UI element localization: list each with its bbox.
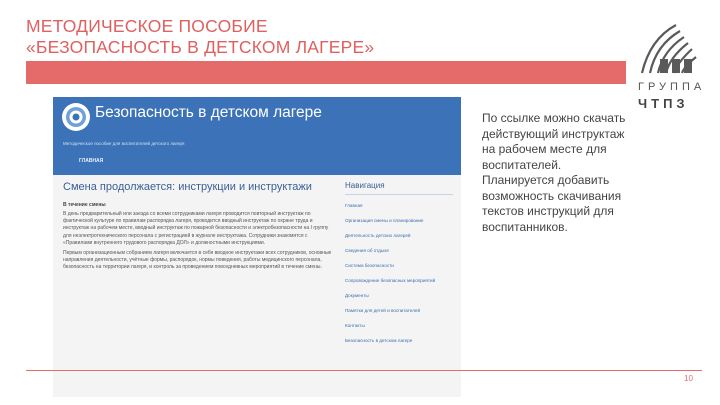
sidebar-link[interactable]: Сведения об отдыхе	[345, 248, 389, 253]
site-body	[53, 175, 461, 397]
navigation-sidebar	[345, 181, 453, 345]
sidebar-link[interactable]: Система безопасности	[345, 263, 394, 268]
site-target-logo-icon	[61, 102, 91, 132]
section-heading: В течение смены	[63, 202, 106, 208]
sidebar-link[interactable]: Безопасность в детском лагере	[345, 338, 413, 343]
site-title: Безопасность в детском лагере	[95, 104, 322, 121]
sidebar-link[interactable]: Сопровождение безопасных мероприятий	[345, 278, 436, 283]
article-paragraph: В день предварительный или заезда со всеми сотрудниками лагеря проводится повторный инструктаж по фактической культуре по правилам распорядка лагеря, проводится вводный инструктаж по охране труда и инструктаж на рабочем месте, вводный инструктаж по пожарной безопасности и электробезопасности на I группу для неэлектротехнического персонала с регистрацией в журнале инструктажа. Сотрудники знакомятся с «Правилами внутреннего трудового распорядка ДОЛ» и должностными инструкциями.	[63, 211, 329, 246]
sidebar-title: Навигация	[345, 181, 453, 195]
logo-group-text: ГРУППА	[638, 81, 706, 93]
site-header	[53, 97, 461, 175]
sidebar-link[interactable]: Деятельность детских лагерей	[345, 233, 411, 238]
article-title: Смена продолжается: инструкции и инструктажи	[63, 181, 312, 193]
slide-title-line2: «БЕЗОПАСНОСТЬ В ДЕТСКОМ ЛАГЕРЕ»	[26, 37, 375, 57]
sidebar-link[interactable]: Организация смены и планирование	[345, 218, 424, 223]
title-accent-bar	[26, 61, 626, 84]
page-number: 10	[684, 374, 693, 383]
slide-title-line1: МЕТОДИЧЕСКОЕ ПОСОБИЕ	[26, 16, 268, 36]
footer-divider	[26, 370, 702, 371]
sidebar-link[interactable]: Памятки для детей и воспитателей	[345, 308, 421, 313]
article-paragraph: Первым организационным собранием лагеря включается в себя вводное инструктажи всех сотрудников, основные направления деятельности, учётные формы, распорядок, нормы поведения, работы медицинского персонала, безопасность на территории лагеря, и контроль за проведением повседневных мероприятий в течение смены.	[63, 250, 332, 271]
sidebar-link[interactable]: Документы	[345, 293, 369, 298]
website-screenshot	[53, 97, 461, 397]
sidebar-link[interactable]: Контакты	[345, 323, 365, 328]
company-logo	[636, 19, 706, 111]
sidebar-link[interactable]: Главная	[345, 203, 363, 208]
article-content	[63, 181, 335, 397]
logo-brand-text: ЧТПЗ	[638, 96, 689, 111]
slide-description: По ссылке можно скачать действующий инструктаж на рабочем месте для воспитателей. Планируется добавить возможность скачивания текстов инструкций для воспитанников.	[482, 111, 626, 234]
nav-home-link[interactable]: ГЛАВНАЯ	[79, 158, 104, 164]
chtpz-emblem-icon	[636, 19, 702, 77]
slide-title	[26, 16, 466, 58]
site-subtitle: Методическое пособие для воспитателей детского лагеря	[63, 141, 185, 146]
